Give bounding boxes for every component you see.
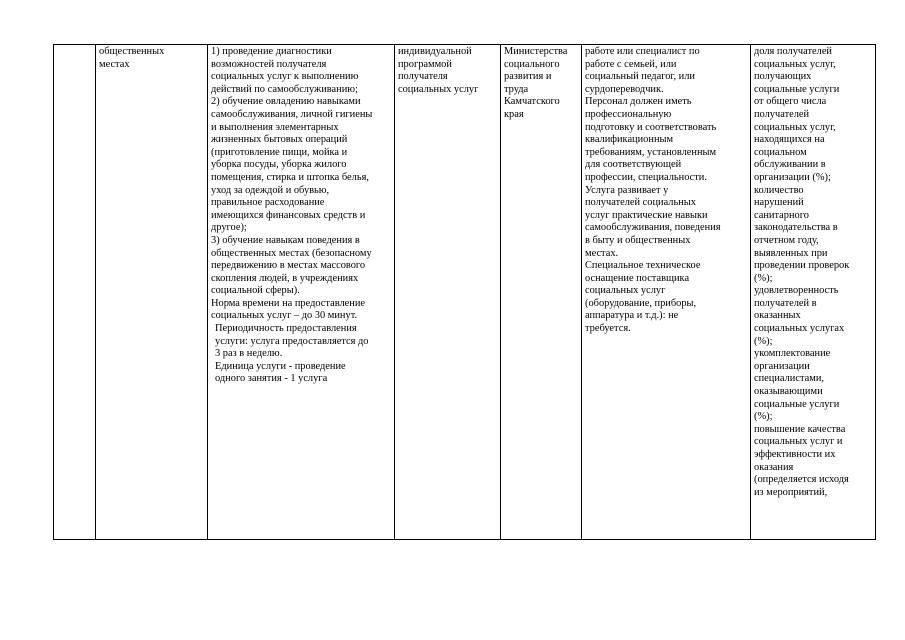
conditions-skills: Услуга развивает у получателей социальных услуг практические навыки самообслуживания, поведения в быту и общественных местах. (585, 184, 721, 259)
content-item-3: 3) обучение навыкам поведения в общественных местах (безопасному передвижению в местах массового скопления людей, в учреждениях социальной сферы). (211, 234, 372, 297)
cell-program (395, 45, 501, 540)
cell-ministry (501, 45, 582, 540)
content-item-1: 1) проведение диагностики возможностей получателя социальных услуг к выполнению действий по самообслуживанию; (211, 46, 359, 95)
conditions-staff: работе или специалист по работе с семьей, или социальный педагог, или сурдопереводчик. (585, 46, 700, 95)
table-row (54, 45, 876, 540)
cell-number (54, 45, 96, 540)
conditions-qualification: Персонал должен иметь профессиональную подготовку и соответствовать квалификационным требованиям, установленным для соответствующей профессии, специальности. (585, 96, 717, 183)
indicators-text: доля получателей социальных услуг, получающих социальные услуги от общего числа получателей социальных услуг, находящихся на социальном обслуживании в организации (%); количество нарушений санитарного законодательства в отчетном году, выявленных при проведении проверок (%); удовлетворенность получателей в оказанных социальных услугах (%); укомплектование организации специалистами, оказывающими социальные услуги (%); повышение качества социальных услуг и эффективности их оказания (определяется исходя из мероприятий, (754, 46, 850, 498)
cell-indicators (751, 45, 876, 540)
conditions-equipment: Специальное техническое оснащение поставщика социальных услуг (оборудование, приборы, аппаратура и т.д.): не требуется. (585, 260, 701, 335)
content-time-norm: Норма времени на предоставление социальных услуг – до 30 минут. (211, 297, 366, 322)
program-text: индивидуальной программой получателя социальных услуг (398, 46, 479, 95)
services-table (53, 44, 876, 540)
content-periodicity: Периодичность предоставления услуги: услуга предоставляется до 3 раз в неделю. (215, 323, 369, 360)
ministry-text: Министерства социального развития и труда Камчатского края (504, 46, 568, 120)
cell-service-name (96, 45, 208, 540)
cell-service-content (208, 45, 395, 540)
cell-conditions (582, 45, 751, 540)
content-unit: Единица услуги - проведение одного занятия - 1 услуга (215, 360, 346, 385)
service-name-text: общественных местах (99, 46, 165, 70)
content-item-2: 2) обучение овладению навыками самообслуживания, личной гигиены и выполнения элементарных жизненных бытовых операций (приготовление пищи, мойка и уборка посуды, уборка жилого помещения, стирка и штопка белья, уход за одеждой и обувью, правильное расходование имеющихся финансовых средств и другое); (211, 96, 373, 234)
